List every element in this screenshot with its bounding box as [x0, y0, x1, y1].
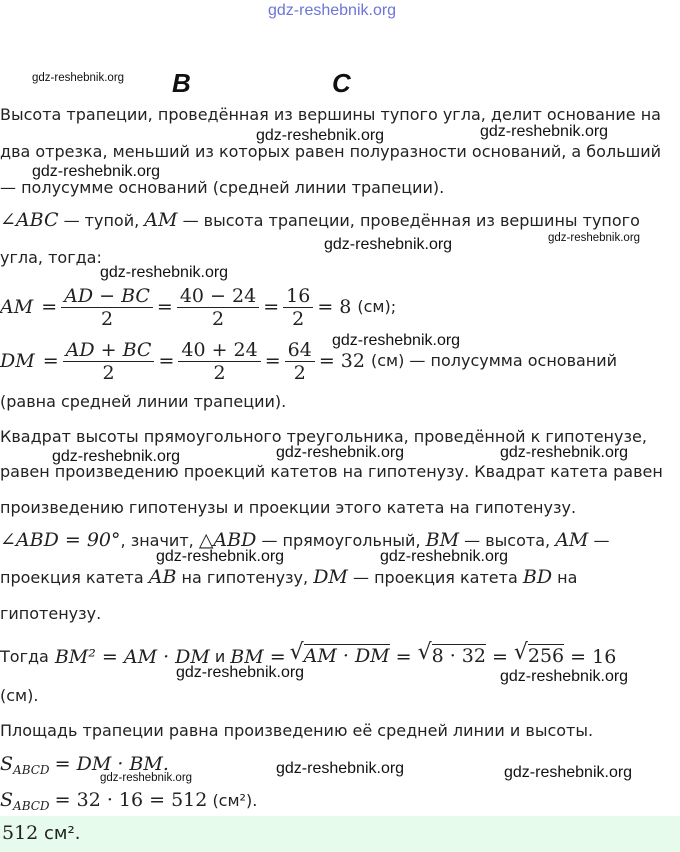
- denominator: 2: [213, 361, 226, 384]
- paragraph-line: Квадрат высоты прямоугольного треугольника, проведённой к гипотенузе,: [0, 427, 647, 446]
- statement-line: гипотенузу.: [0, 604, 102, 623]
- statement-line: [0, 530, 609, 551]
- top-watermark[interactable]: gdz-reshebnik.org: [268, 2, 397, 19]
- answer-unit: см².: [44, 823, 81, 844]
- radicand: 256: [527, 645, 565, 667]
- watermark: gdz-reshebnik.org: [276, 444, 405, 461]
- watermark: gdz-reshebnik.org: [324, 236, 453, 253]
- fraction: [285, 339, 315, 384]
- vertex-label-c: C: [332, 68, 351, 98]
- statement-line: [0, 640, 617, 668]
- equation-am: [0, 280, 396, 334]
- statement-line: [0, 210, 640, 231]
- numerator: 40 − 24: [177, 285, 259, 308]
- area-subscript: ABCD: [13, 763, 50, 778]
- text: проекция катета: [0, 568, 144, 587]
- segment-am: AM: [555, 529, 589, 551]
- segment-am: AM: [144, 209, 178, 231]
- equals-sign: =: [156, 296, 173, 318]
- answer: [2, 822, 80, 844]
- result: = 8: [317, 296, 352, 318]
- segment-bd: BD: [522, 566, 553, 588]
- watermark: gdz-reshebnik.org: [500, 444, 629, 461]
- segment-dm: DM: [313, 566, 348, 588]
- text: и: [214, 646, 226, 666]
- unit: (см).: [0, 686, 39, 705]
- denominator: 2: [293, 361, 306, 384]
- watermark: gdz-reshebnik.org: [32, 72, 125, 84]
- watermark: gdz-reshebnik.org: [100, 772, 193, 784]
- angle-abd: ∠ABD = 90°: [0, 529, 121, 551]
- text: на гипотенузу,: [181, 568, 309, 587]
- text: — высота трапеции, проведённая из вершины тупого: [182, 211, 640, 230]
- equation-dm: [0, 334, 617, 388]
- area-symbol: S: [0, 789, 14, 811]
- equals-sign: =: [263, 296, 280, 318]
- watermark: gdz-reshebnik.org: [500, 668, 629, 685]
- area-result: [0, 790, 257, 816]
- segment-bm: BM: [425, 529, 460, 551]
- numerator: 40 + 24: [178, 339, 260, 362]
- text: Тогда: [0, 646, 49, 666]
- numerator: 16: [283, 285, 313, 308]
- unit: (см) — полусумма оснований: [370, 351, 618, 370]
- fraction: [63, 339, 155, 384]
- numerator: AD − BC: [61, 285, 153, 308]
- watermark: gdz-reshebnik.org: [52, 448, 181, 465]
- area-formula: [0, 754, 169, 780]
- segment-ab: AB: [148, 566, 177, 588]
- result: = 16: [570, 645, 617, 668]
- radicand: 8 · 32: [431, 645, 486, 667]
- paragraph-line: два отрезка, меньший из которых равен полуразности оснований, а больший: [0, 142, 662, 161]
- watermark: gdz-reshebnik.org: [176, 664, 305, 681]
- radical-icon: √: [289, 640, 304, 665]
- watermark: gdz-reshebnik.org: [380, 548, 509, 565]
- text: — прямоугольный,: [261, 531, 421, 550]
- fraction: [178, 339, 260, 384]
- fraction: [283, 285, 313, 330]
- fraction: [177, 285, 259, 330]
- square-root: [289, 640, 390, 667]
- area-symbol: S: [0, 753, 14, 775]
- numerator: 64: [285, 339, 315, 362]
- paragraph-line: Высота трапеции, проведённая из вершины тупого угла, делит основание на: [0, 105, 661, 124]
- text: —: [593, 531, 610, 550]
- watermark: gdz-reshebnik.org: [332, 332, 461, 349]
- formula-bm: BM =: [230, 645, 286, 668]
- area-rhs: = 32 · 16 = 512: [54, 789, 208, 811]
- equals-sign: =: [158, 350, 175, 372]
- watermark: gdz-reshebnik.org: [504, 764, 633, 781]
- paragraph-line: — полусумме оснований (средней линии трапеции).: [0, 178, 445, 197]
- radical-icon: √: [417, 640, 432, 665]
- triangle-abd: △ABD: [198, 529, 257, 551]
- square-root: [417, 640, 486, 667]
- angle-abc: ∠ABC: [0, 209, 59, 231]
- watermark: gdz-reshebnik.org: [256, 127, 385, 144]
- paragraph-line: Площадь трапеции равна произведению её средней линии и высоты.: [0, 721, 594, 740]
- formula-bm-squared: BM² = AM · DM: [54, 645, 210, 668]
- numerator: AD + BC: [63, 339, 155, 362]
- equals-sign: =: [264, 350, 281, 372]
- statement-line: [0, 567, 577, 588]
- unit: (см);: [357, 297, 397, 316]
- square-root: [513, 640, 565, 667]
- answer-value: 512: [2, 822, 39, 844]
- equals-sign: =: [395, 645, 412, 668]
- text: — высота,: [464, 531, 551, 550]
- watermark: gdz-reshebnik.org: [100, 264, 229, 281]
- equation-lhs: DM: [0, 350, 35, 372]
- area-subscript: ABCD: [13, 799, 50, 814]
- statement-line: угла, тогда:: [0, 248, 102, 267]
- equation-note: (равна средней линии трапеции).: [0, 392, 287, 411]
- denominator: 2: [211, 307, 225, 330]
- equation-lhs: AM: [0, 296, 34, 318]
- paragraph-line: произведению гипотенузы и проекции этого катета на гипотенузу.: [0, 498, 577, 517]
- denominator: 2: [102, 361, 115, 384]
- watermark: gdz-reshebnik.org: [32, 163, 161, 180]
- text: — проекция катета: [353, 568, 518, 587]
- radicand: AM · DM: [303, 645, 390, 667]
- watermark: gdz-reshebnik.org: [276, 760, 405, 777]
- denominator: 2: [292, 307, 305, 330]
- equals-sign: =: [41, 296, 58, 318]
- answer-panel: [0, 816, 680, 852]
- text: на: [557, 568, 578, 587]
- paragraph-line: равен произведению проекций катетов на гипотенузу. Квадрат катета равен: [0, 462, 663, 481]
- radical-icon: √: [513, 640, 528, 665]
- fraction: [61, 285, 153, 330]
- equals-sign: =: [491, 645, 508, 668]
- vertex-label-b: B: [172, 68, 191, 98]
- watermark: gdz-reshebnik.org: [156, 548, 285, 565]
- area-rhs: = DM · BM.: [54, 753, 169, 775]
- denominator: 2: [100, 307, 114, 330]
- text: , значит,: [120, 531, 194, 550]
- text: — тупой,: [63, 211, 140, 230]
- watermark: gdz-reshebnik.org: [480, 123, 609, 140]
- watermark: gdz-reshebnik.org: [548, 232, 641, 244]
- result: = 32: [318, 350, 365, 372]
- equals-sign: =: [42, 350, 59, 372]
- unit: (см²).: [212, 791, 258, 810]
